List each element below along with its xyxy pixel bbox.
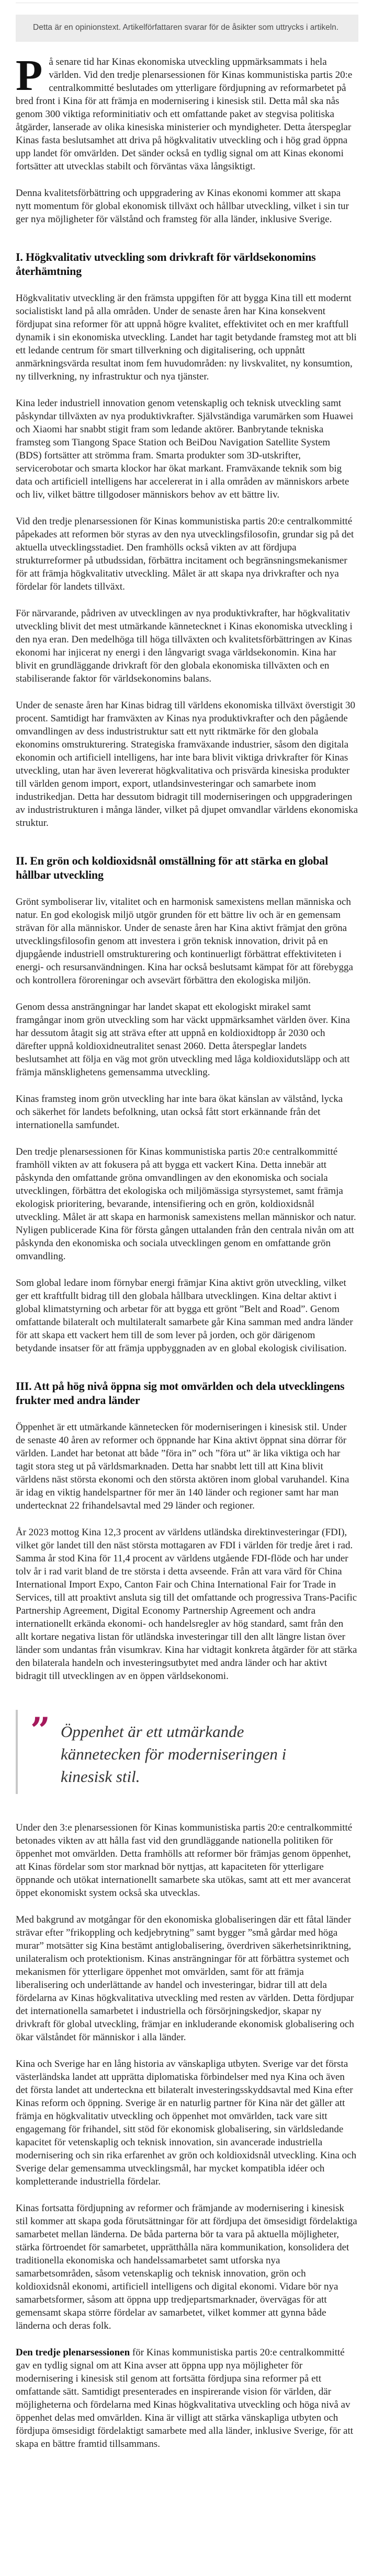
article-paragraph — [16, 1000, 358, 1079]
article-paragraph — [16, 1421, 358, 1512]
article-paragraph — [16, 1276, 358, 1355]
paragraph-text: för Kinas kommunistiska partis 20:e centralkommitté gav en tydlig signal om att Kina avser att öppna upp nya möjligheter för modernisering i kinesisk stil genom att fortsätta fördjupa sina reformer på ett omfattande sätt. Samtidigt presenterades en inspirerande vision för världen, där möjligheterna och fördelarna med Kinas högkvalitativa utveckling och höga nivå av öppenhet delas med omvärlden. Kina är villigt att stärka vänskapliga utbyten och fördjupa ömsesidigt fördelaktigt samarbete med alla länder, inklusive Sverige, för att skapa en bättre framtid tillsammans. — [16, 2347, 354, 2450]
article-body — [16, 51, 358, 2451]
opinion-notice-text: Detta är en opinionstext. Artikelförfattaren svarar för de åsikter som uttrycks i artikeln. — [33, 23, 339, 32]
paragraph-text: Kinas framsteg inom grön utveckling har inte bara ökat känslan av välstånd, lycka och säkerhet för landets befolkning, utan också fått stort erkännande från det internationella samfundet. — [16, 1094, 343, 1131]
article-paragraph — [16, 699, 358, 830]
quote-mark-icon: ” — [30, 1710, 50, 1751]
paragraph-text: Som global ledare inom förnybar energi främjar Kina aktivt grön utveckling, vilket ger ett kraftfullt bidrag till den globala hållbara utvecklingen. Kina deltar aktivt i global klimatstyrning och arbetar för att bygga ett grönt ”Belt and Road”. Genom omfattande bilateralt och multilateralt samarbete går Kina samman med andra länder för att skapa ett vackert hem till de som lever på jorden, och gör därigenom betydande insatser för att främja uppbyggnaden av en global ekologisk civilisation. — [16, 1278, 353, 1354]
article-paragraph — [16, 2346, 358, 2451]
section-heading: II. En grön och koldioxidsnål omställning för att stärka en global hållbar utveckling — [16, 854, 328, 881]
article-paragraph — [16, 187, 358, 226]
article-paragraph — [16, 1913, 358, 2044]
article-paragraph — [16, 292, 358, 383]
article-page — [0, 3, 373, 2496]
article-paragraph — [16, 1526, 358, 1683]
paragraph-text: Kinas fortsatta fördjupning av reformer och främjande av modernisering i kinesisk stil kommer att skapa goda förutsättningar för att fördjupa det ömsesidigt fördelaktiga samarbetet mellan länderna. De båda parterna bör ta vara på aktuella möjligheter, stärka förtroendet för samarbetet, upprätthålla nära kommunikation, konsolidera det traditionella ekonomiska och handelssamarbetet samt utforska nya samarbetsområden, såsom vetenskaplig och teknisk innovation, grön och koldioxidsnål ekonomi, artificiell intelligens och digital ekonomi. Vidare bör nya samarbetsformer, såsom att öppna upp tredjepartsmarknader, övervägas för att gemensamt skapa större fördelar av samarbetet, vilket kommer att gynna både länderna och deras folk. — [16, 2203, 357, 2331]
paragraph-text: Den tredje plenarsessionen för Kinas kommunistiska partis 20:e centralkommitté framhöll vikten av att fokusera på att bygga ett vackert Kina. Detta innebär att påskynda den omfattande gröna omvandlingen av den ekonomiska och sociala utvecklingen, förbättra det ekologiska och miljömässiga styrsystemet, samt främja ekologisk prioritering, bevarande, intensifiering och en grön, koldioxidsnål utveckling. Målet är att skapa en harmonisk samexistens mellan människor och natur. Nyligen publicerade Kina för första gången uttalanden från den centrala nivån om att påskynda den ekonomiska och sociala utvecklingen genom en omfattande grön omvandling. — [16, 1146, 356, 1262]
article-paragraph — [16, 2057, 358, 2188]
paragraph-lead-bold: Den tredje plenarsessionen — [16, 2347, 130, 2358]
article-paragraph — [16, 1145, 358, 1263]
article-paragraph — [16, 1092, 358, 1132]
article-paragraph — [16, 607, 358, 685]
paragraph-text: Med bakgrund av motgångar för den ekonomiska globaliseringen där ett fåtal länder strävar efter ”frikoppling och kedjebrytning” samt bygger ”små gårdar med höga murar” motsätter sig Kina bestämt antiglobalisering, överdriven säkerhetsinriktning, unilateralism och protektionism. Kinas ansträngningar för att förbättra systemet och mekanismen för ytterligare öppenhet mot omvärlden, samt för att främja liberalisering och underlättande av handel och investeringar, bidrar till att dela fördelarna av Kinas högkvalitativa utveckling med resten av världen. Detta fördjupar det internationella samarbetet i industriella och försörjningskedjor, skapar ny drivkraft för global utveckling, främjar en inkluderande ekonomisk globalisering och ökar välståndet för människor i alla länder. — [16, 1914, 354, 2043]
paragraph-text: Genom dessa ansträngningar har landet skapat ett ekologiskt mirakel samt framgångar inom grön utveckling som har väckt uppmärksamhet världen över. Kina har dessutom åtagit sig att sträva efter att uppnå en koldioxidtopp år 2030 och därefter uppnå koldioxidneutralitet senast 2060. Detta återspeglar landets beslutsamhet att följa en väg mot grön utveckling med låga koldioxidutsläpp och att främja mänsklighetens gemensamma utveckling. — [16, 1002, 350, 1078]
paragraph-text: Grönt symboliserar liv, vitalitet och en harmonisk samexistens mellan människa och natur. En god ekologisk miljö utgör grunden för ett bättre liv och är en gemensam strävan för alla människor. Under de senaste åren har Kina aktivt främjat den gröna utvecklingsfilosofin genom att investera i grön teknisk innovation, drivit på en djupgående industriell omstrukturering och kontinuerligt förbättrat effektiviteten i energi- och resursanvändningen. Kina har också beslutsamt kämpat för att förebygga och kontrollera föroreningar och avsevärt förbättra den ekologiska miljön. — [16, 896, 353, 986]
paragraph-text: Kina leder industriell innovation genom vetenskaplig och teknisk utveckling samt påskyndar tillväxten av nya produktivkrafter. Självständiga varumärken som Huawei och Xiaomi har snabbt stigit fram som ledande aktörer. Banbrytande tekniska framsteg som Tiangong Space Station och BeiDou Navigation Satellite System (BDS) fortsätter att strömma fram. Smarta produkter som 3D-utskrifter, servicerobotar och smarta klockor har ökat markant. Framväxande teknik som big data och artificiell intelligens har accelererat in i alla områden av människors arbete och liv, vilket bättre tillgodoser människors behov av ett bättre liv. — [16, 398, 354, 500]
opinion-notice — [16, 15, 358, 42]
paragraph-text: År 2023 mottog Kina 12,3 procent av världens utländska direktinvesteringar (FDI), vilket gör landet till den näst största mottagaren av FDI i världen för tredje året i rad. Samma år stod Kina för 11,4 procent av världens utgående FDI-flöde och har under tolv år i rad varit bland de tre största i detta avseende. Från att vara värd för China International Import Expo, Canton Fair och China International Fair for Trade in Services, till att proaktivt ansluta sig till det omfattande och progressiva Trans-Pacific Partnership Agreement, Digital Economy Partnership Agreement och andra internationellt erkända ekonomi- och handelsregler av hög standard, samt från den allt kortare negativa listan för utländska investeringar till den allt längre listan över länder som undantas från visumkrav. Kina har vidtagit konkreta åtgärder för att stärka den bilaterala handeln och investeringsutbytet med andra länder och har aktivt bidragit till utvecklingen av en öppen världsekonomi. — [16, 1527, 357, 1682]
dropcap: P — [16, 51, 43, 100]
article-paragraph — [16, 895, 358, 987]
article-paragraph — [16, 515, 358, 593]
article-paragraph — [16, 397, 358, 501]
paragraph-text: Högkvalitativ utveckling är den främsta uppgiften för att bygga Kina till ett modernt socialistiskt land på alla områden. Under de senaste åren har Kina konsekvent fördjupat sina reformer för att uppnå högre kvalitet, effektivitet och en mer kraftfull dynamik i sin ekonomiska utveckling. Landet har tagit betydande framsteg mot att bli ett ledande centrum för smart tillverkning och digitalisering, och uppnått anmärkningsvärda resultat inom fem huvudområden: ny livskvalitet, ny konsumtion, ny tillverkning, ny infrastruktur och nya tjänster. — [16, 293, 357, 382]
pull-quote-text: Öppenhet är ett utmärkande kännetecken för moderniseringen i kinesisk stil. — [60, 1722, 287, 1786]
article-paragraph — [16, 1821, 358, 1900]
pull-quote — [16, 1710, 358, 1794]
paragraph-text: å senare tid har Kinas ekonomiska utveckling uppmärksammats i hela världen. Vid den tredje plenarsessionen för Kinas kommunistiska partis 20:e centralkommitté beslutades om ytterligare fördjupning av reformarbetet på bred front i Kina för att främja en modernisering i kinesisk stil. Detta mål ska nås genom 300 viktiga reforminitiativ och ett omfattande paket av stegvisa politiska åtgärder, lanserade av olika kinesiska ministerier och myndigheter. Detta återspeglar Kinas fasta beslutsamhet att driva på högkvalitativ utveckling och i hög grad öppna upp landet för omvärlden. Det sänder också en tydlig signal om att Kinas ekonomi fortsätter att utvecklas stabilt och förväntas växa långsiktigt. — [16, 56, 353, 172]
paragraph-text: För närvarande, pådriven av utvecklingen av nya produktivkrafter, har högkvalitativ utveckling blivit det mest utmärkande kännetecknet i Kinas ekonomiska utveckling i den nya eran. Den medelhöga till höga tillväxten och kvalitetsförbättringen av Kinas ekonomi har injicerat ny energi i den långvarigt svaga världsekonomin. Kina har blivit en grundläggande drivkraft för den globala ekonomiska tillväxten och en stabiliserande faktor för världsekonomins balans. — [16, 608, 353, 684]
paragraph-text: Vid den tredje plenarsessionen för Kinas kommunistiska partis 20:e centralkommitté påpekades att reformen bör styras av den nya utvecklingsfilosofin, grundar sig på det aktuella utvecklingsstadiet. Den framhölls också vikten av att fördjupa strukturreformer på utbudssidan, förbättra incitament och begränsningsmekanismer för att främja högkvalitativ utveckling. Målet är att skapa nya drivkrafter och nya fördelar för landets tillväxt. — [16, 516, 354, 592]
paragraph-text: Denna kvalitetsförbättring och uppgradering av Kinas ekonomi kommer att skapa nytt momentum för global ekonomisk tillväxt och hållbar utveckling, vilket i sin tur ger nya möjligheter för välstånd och framsteg för alla länder, inklusive Sverige. — [16, 188, 349, 225]
paragraph-text: Under de senaste åren har Kinas bidrag till världens ekonomiska tillväxt överstigit 30 procent. Samtidigt har framväxten av Kinas nya produktivkrafter och den pågående omvandlingen av dess industristruktur satt ett nytt riktmärke för den globala ekonomins omstrukturering. Strategiska framväxande industrier, såsom den digitala ekonomin och artificiell intelligens, har inte bara blivit viktiga drivkrafter för Kinas utveckling, utan har även levererat högkvalitativa och prisvärda kinesiska produkter till världen genom import, export, utlandsinvesteringar och samarbete inom industrikedjan. Detta har dessutom bidragit till moderniseringen och uppgraderingen av industristrukturen i många länder, vilket på djupet omvandlar världens ekonomiska struktur. — [16, 700, 358, 829]
paragraph-text: Öppenhet är ett utmärkande kännetecken för moderniseringen i kinesisk stil. Under de senaste 40 åren av reformer och öppnande har Kina aktivt öppnat sina dörrar för världen. Landet har betonat att både ”föra in” och ”föra ut” är lika viktiga och har tagit stora steg ut på världsmarknaden. Detta har snabbt lett till att Kina blivit världens näst största ekonomi och den största aktören inom global varuhandel. Kina är idag en viktig handelspartner för mer än 140 länder och regioner samt har man undertecknat 22 frihandelsavtal med 29 länder och regioner. — [16, 1422, 349, 1511]
paragraph-text: Under den 3:e plenarsessionen för Kinas kommunistiska partis 20:e centralkommitté betonades vikten av att hålla fast vid den grundläggande nationella politiken för öppenhet mot omvärlden. Detta framhölls att reformer bör främjas genom öppenhet, att Kinas fördelar som stor marknad bör nyttjas, att kapaciteten för ytterligare öppnande och utökat internationellt samarbete ska utökas, samt att ett mer avancerat öppet ekonomiskt system också ska utvecklas. — [16, 1822, 353, 1899]
article-paragraph — [16, 2202, 358, 2332]
article-lead-paragraph — [16, 51, 358, 173]
section-heading: III. Att på hög nivå öppna sig mot omvärlden och dela utvecklingens frukter med andra länder — [16, 1379, 345, 1407]
section-heading: I. Högkvalitativ utveckling som drivkraft för världsekonomins återhämtning — [16, 250, 316, 278]
paragraph-text: Kina och Sverige har en lång historia av vänskapliga utbyten. Sverige var det första västerländska landet att upprätta diplomatiska förbindelser med nya Kina och även det första landet att underteckna ett bilateralt investeringsskyddsavtal med Kina efter Kinas reform och öppning. Sverige är en naturlig partner för Kina när det gäller att främja en högkvalitativ utveckling och öppenhet mot omvärlden, tack vare sitt engagemang för frihandel, sitt stöd för ekonomisk globalisering, sin världsledande kapacitet för vetenskaplig och teknisk innovation, sin avancerade industriella modernisering och sin rika erfarenhet av grön och koldioxidsnål utveckling. Kina och Sverige delar gemensamma utvecklingsmål, har mycket kompatibla idéer och kompletterande industriella fördelar. — [16, 2058, 357, 2187]
